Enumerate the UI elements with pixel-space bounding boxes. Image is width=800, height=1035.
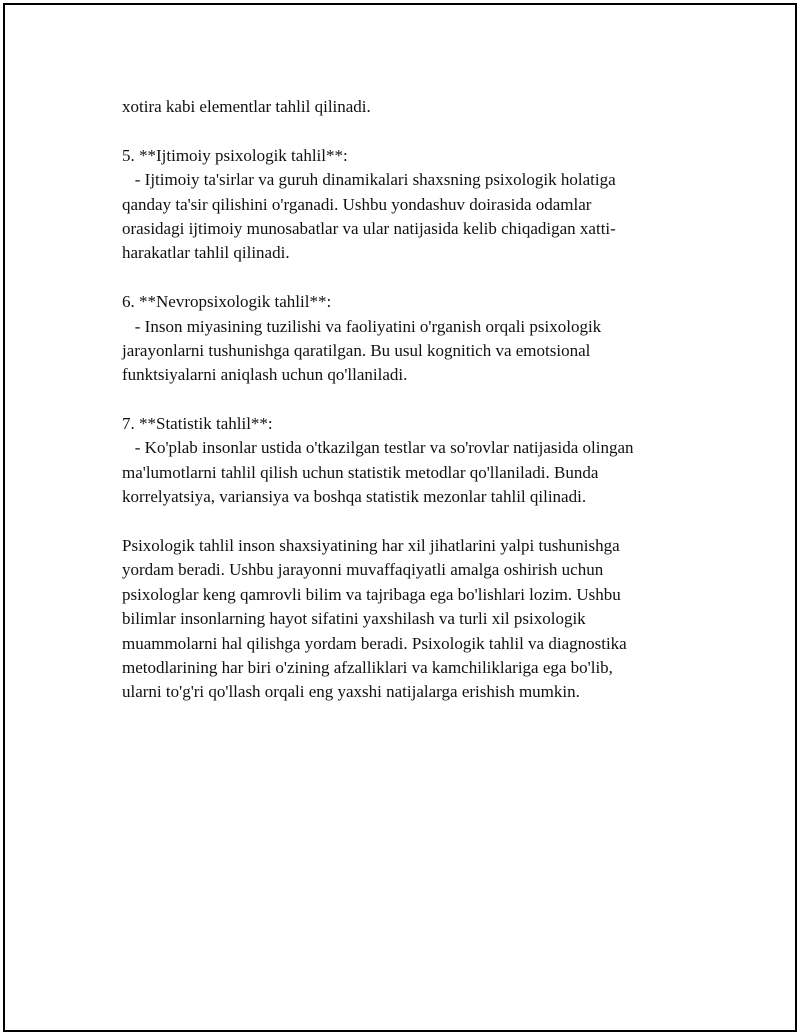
page-frame — [3, 3, 797, 1032]
section-5-heading: 5. **Ijtimoiy psixologik tahlil**: — [122, 145, 348, 165]
section-6-line: jarayonlarni tushunishga qaratilgan. Bu usul kognitich va emotsional — [122, 340, 591, 360]
conclusion-line: psixologlar keng qamrovli bilim va tajribaga ega bo'lishlari lozim. Ushbu — [122, 584, 621, 604]
conclusion-line: ularni to'g'ri qo'llash orqali eng yaxshi natijalarga erishish mumkin. — [122, 682, 580, 702]
conclusion-line: metodlarining har biri o'zining afzalliklari va kamchiliklariga ega bo'lib, — [122, 657, 613, 677]
section-6-heading: 6. **Nevropsixologik tahlil**: — [122, 292, 332, 312]
section-6-line: funktsiyalarni aniqlash uchun qo'llaniladi. — [122, 365, 408, 385]
section-7-line: ma'lumotlarni tahlil qilish uchun statistik metodlar qo'llaniladi. Bunda — [122, 462, 599, 482]
section-5-line: orasidagi ijtimoiy munosabatlar va ular natijasida kelib chiqadigan xatti- — [122, 218, 616, 238]
conclusion-line: Psixologik tahlil inson shaxsiyatining har xil jihatlarini yalpi tushunishga — [122, 536, 620, 556]
conclusion-line: yordam beradi. Ushbu jarayonni muvaffaqiyatli amalga oshirish uchun — [122, 560, 604, 580]
conclusion-line: muammolarni hal qilishga yordam beradi. Psixologik tahlil va diagnostika — [122, 633, 627, 653]
intro-line: xotira kabi elementlar tahlil qilinadi. — [122, 97, 371, 116]
paragraph-gap — [122, 388, 692, 412]
page-content — [122, 95, 692, 705]
section-5-line: harakatlar tahlil qilinadi. — [122, 243, 290, 263]
paragraph-gap — [122, 119, 692, 143]
section-7-line: - Ko'plab insonlar ustida o'tkazilgan testlar va so'rovlar natijasida olingan — [122, 438, 634, 458]
paragraph-gap — [122, 266, 692, 290]
section-5-line: - Ijtimoiy ta'sirlar va guruh dinamikalari shaxsning psixologik holatiga — [122, 170, 616, 190]
section-5-line: qanday ta'sir qilishini o'rganadi. Ushbu yondashuv doirasida odamlar — [122, 194, 592, 214]
section-6-line: - Inson miyasining tuzilishi va faoliyatini o'rganish orqali psixologik — [122, 316, 602, 336]
section-7-line: korrelyatsiya, variansiya va boshqa statistik mezonlar tahlil qilinadi. — [122, 487, 587, 507]
conclusion-line: bilimlar insonlarning hayot sifatini yaxshilash va turli xil psixologik — [122, 609, 586, 629]
paragraph-gap — [122, 510, 692, 534]
section-7-heading: 7. **Statistik tahlil**: — [122, 414, 273, 434]
